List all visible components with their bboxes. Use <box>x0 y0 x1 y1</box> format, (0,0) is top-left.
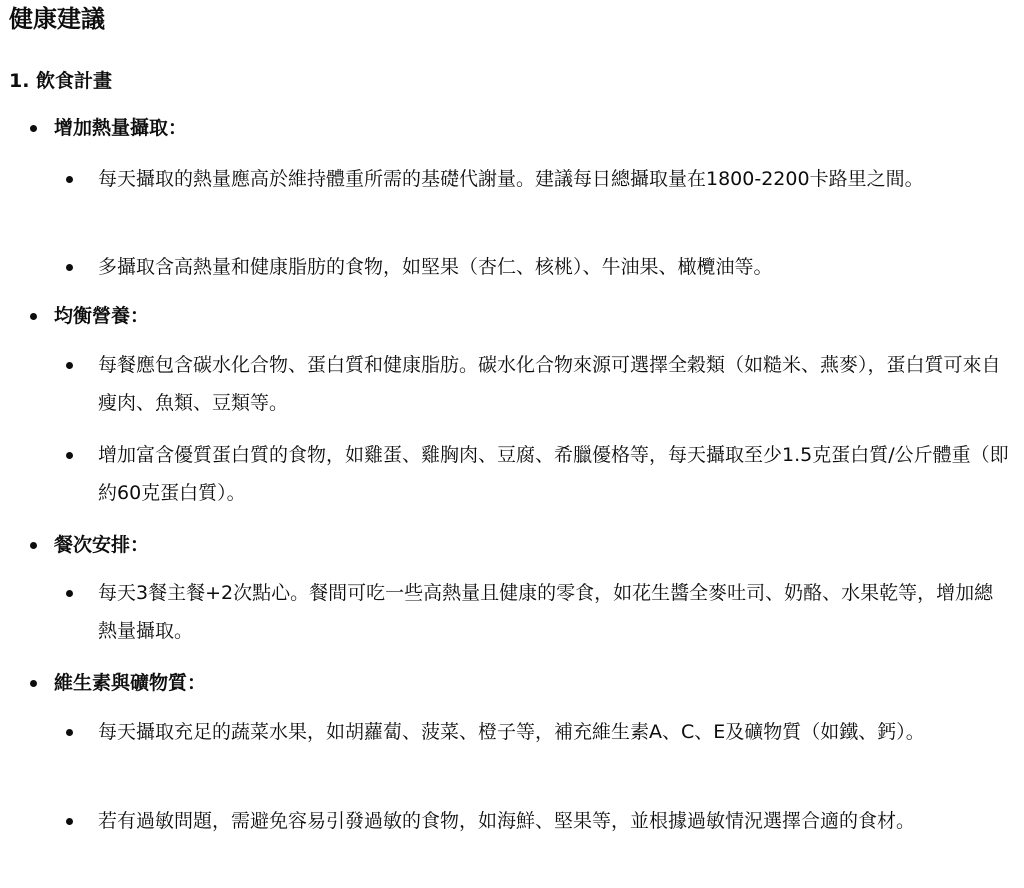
bullet-icon <box>66 729 73 736</box>
section-label: 增加熱量攝取： <box>54 117 188 139</box>
bullet-icon <box>30 125 37 132</box>
section-label: 餐次安排： <box>54 534 150 556</box>
list-item-text: 若有過敏問題，需避免容易引發過敏的食物，如海鮮、堅果等，並根據過敏情況選擇合適的食材。 <box>98 810 916 832</box>
section-label: 維生素與礦物質： <box>54 672 207 694</box>
list-item-text: 每餐應包含碳水化合物、蛋白質和健康脂肪。碳水化合物來源可選擇全穀類（如糙米、燕麥），蛋白質可來自瘦肉、魚類、豆類等。 <box>98 354 1001 414</box>
list-item-text: 增加富含優質蛋白質的食物，如雞蛋、雞胸肉、豆腐、希臘優格等，每天攝取至少1.5克蛋白質/公斤體重（即約60克蛋白質）。 <box>98 444 1009 504</box>
page-title: 健康建議 <box>9 5 105 33</box>
list-item-text: 多攝取含高熱量和健康脂肪的食物，如堅果（杏仁、核桃）、牛油果、橄欖油等。 <box>98 256 773 278</box>
section-heading: 1. 飲食計畫 <box>9 70 113 92</box>
list-item-text: 每天攝取的熱量應高於維持體重所需的基礎代謝量。建議每日總攝取量在1800-2200卡路里之間。 <box>98 168 924 190</box>
list-item-section <box>0 299 1024 337</box>
list-item-text: 每天3餐主餐+2次點心。餐間可吃一些高熱量且健康的零食，如花生醬全麥吐司、奶酪、水果乾等，增加總熱量攝取。 <box>98 582 994 642</box>
bullet-icon <box>30 542 37 549</box>
list-item-text: 每天攝取充足的蔬菜水果，如胡蘿蔔、菠菜、橙子等，補充維生素A、C、E及礦物質（如鐵、鈣）。 <box>98 721 925 743</box>
bullet-icon <box>66 590 73 597</box>
bullet-icon <box>66 176 73 183</box>
bullet-icon <box>66 452 73 459</box>
bullet-icon <box>30 680 37 687</box>
bullet-icon <box>66 264 73 271</box>
list-item-section <box>0 528 1024 566</box>
section-label: 均衡營養： <box>54 305 150 327</box>
bullet-icon <box>66 818 73 825</box>
bullet-icon <box>66 362 73 369</box>
list-item-section <box>0 666 1024 704</box>
bullet-icon <box>30 313 37 320</box>
list-item-section <box>0 111 1024 149</box>
